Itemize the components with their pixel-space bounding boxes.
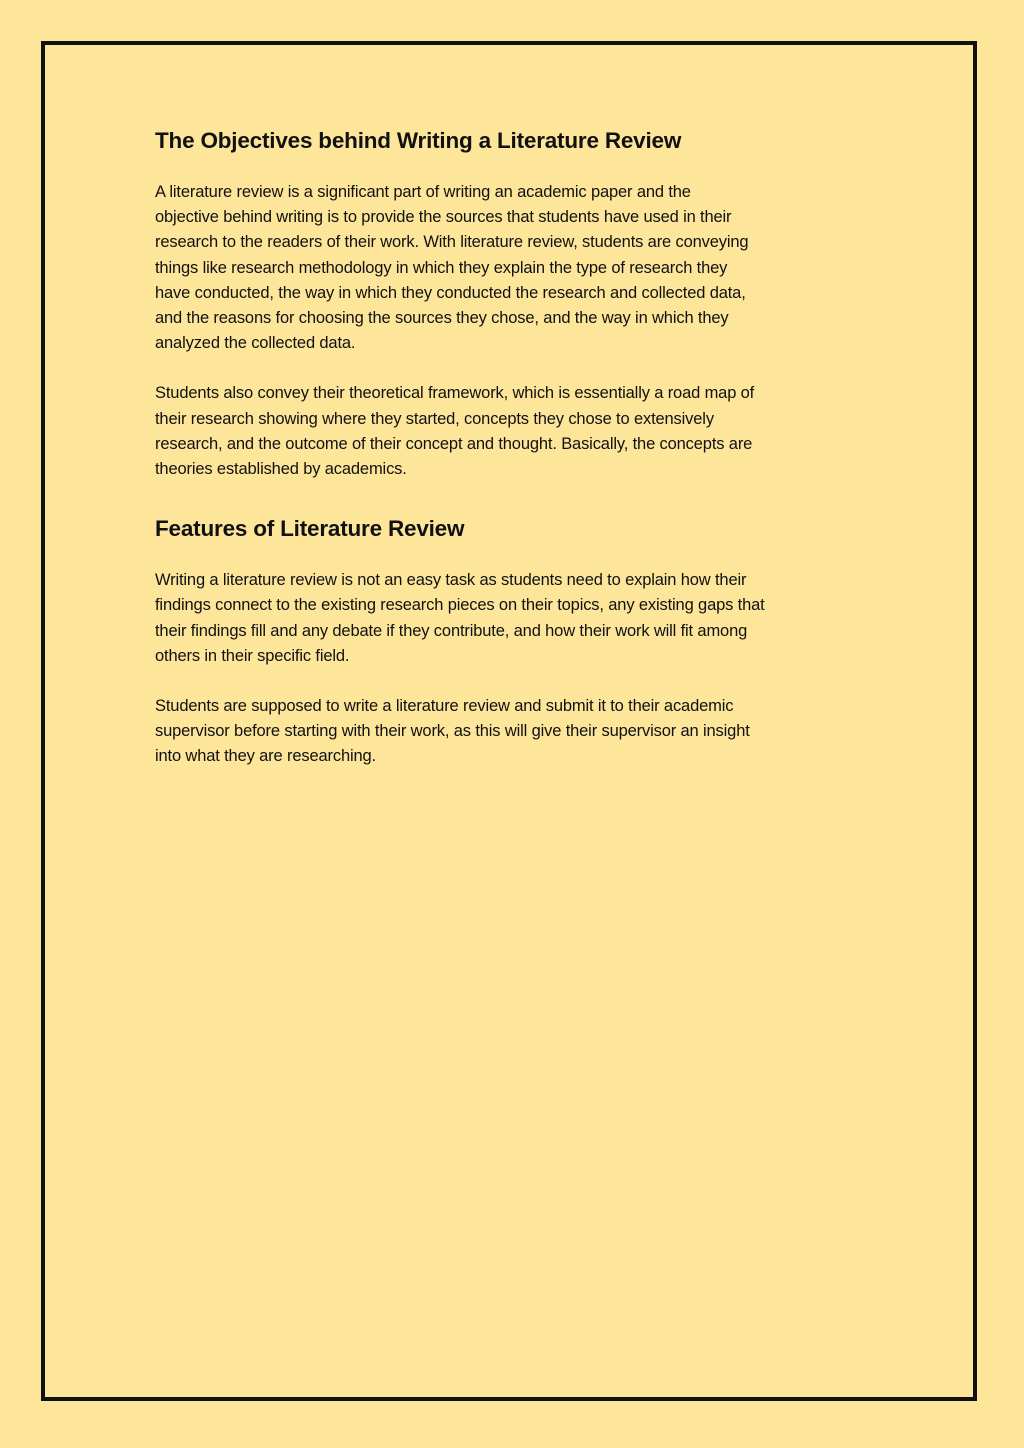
text-line: others in their specific field. (155, 646, 350, 665)
text-line: Students also convey their theoretical framework, which is essentially a road map of (155, 384, 755, 403)
section-heading-objectives: The Objectives behind Writing a Literature Review (155, 128, 682, 153)
text-line: theories established by academics. (155, 460, 407, 479)
text-line: findings connect to the existing research pieces on their topics, any existing gaps that (155, 596, 765, 615)
text-line: Students are supposed to write a literature review and submit it to their academic (155, 697, 734, 716)
document-body (155, 124, 875, 770)
paragraph-features-2 (155, 694, 875, 770)
text-line: into what they are researching. (155, 747, 376, 766)
text-line: Writing a literature review is not an easy task as students need to explain how their (155, 571, 747, 590)
text-line: objective behind writing is to provide the sources that students have used in their (155, 208, 732, 227)
text-line: their findings fill and any debate if they contribute, and how their work will fit among (155, 621, 748, 640)
paragraph-objectives-2 (155, 381, 875, 482)
text-line: research, and the outcome of their concept and thought. Basically, the concepts are (155, 434, 753, 453)
text-line: and the reasons for choosing the sources they chose, and the way in which they (155, 309, 729, 328)
section-heading-features: Features of Literature Review (155, 516, 465, 542)
text-line: their research showing where they started, concepts they chose to extensively (155, 409, 714, 428)
text-line: A literature review is a significant part of writing an academic paper and the (155, 183, 691, 201)
text-line: things like research methodology in which they explain the type of research they (155, 258, 728, 277)
text-line: analyzed the collected data. (155, 334, 356, 353)
paragraph-features-1 (155, 568, 875, 669)
text-line: supervisor before starting with their work, as this will give their supervisor an insight (155, 722, 750, 741)
text-line: have conducted, the way in which they conducted the research and collected data, (155, 283, 746, 302)
paragraph-objectives-1 (155, 180, 875, 356)
text-line: research to the readers of their work. With literature review, students are conveying (155, 233, 749, 252)
